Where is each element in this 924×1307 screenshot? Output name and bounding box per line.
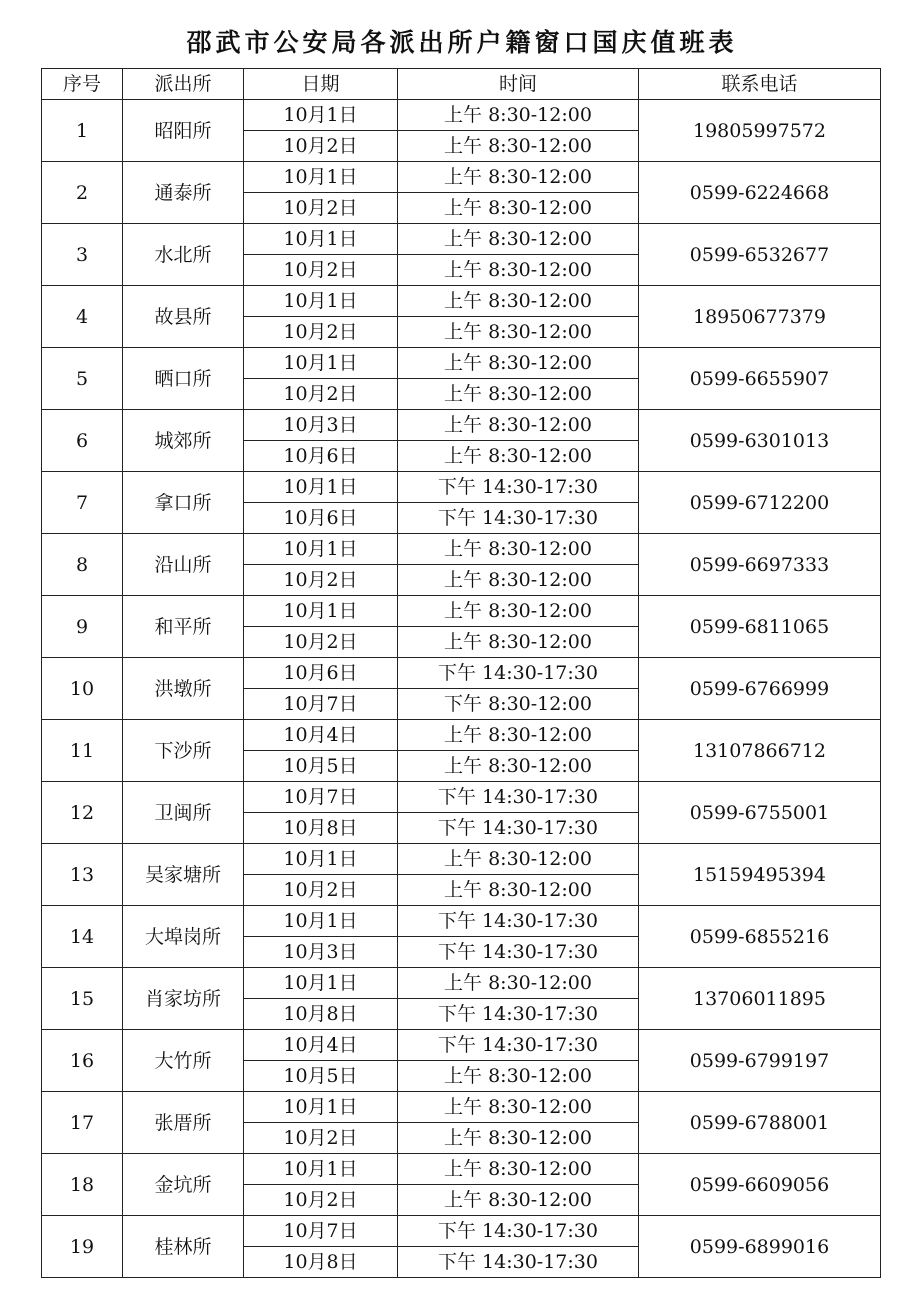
contact-phone: 15159495394 [639,844,881,906]
station-name: 通泰所 [123,162,244,224]
table-row [42,472,881,503]
contact-phone: 0599-6766999 [639,658,881,720]
station-name: 水北所 [123,224,244,286]
shift-date: 10月8日 [244,813,398,844]
shift-date: 10月2日 [244,875,398,906]
header-row [42,69,881,100]
station-name: 下沙所 [123,720,244,782]
row-number: 6 [42,410,123,472]
duty-schedule-table [41,68,881,1278]
shift-date: 10月2日 [244,131,398,162]
station-name: 大竹所 [123,1030,244,1092]
shift-time: 上午 8:30-12:00 [398,410,639,441]
table-row [42,906,881,937]
shift-date: 10月2日 [244,255,398,286]
shift-time: 上午 8:30-12:00 [398,441,639,472]
row-number: 7 [42,472,123,534]
station-name: 城郊所 [123,410,244,472]
shift-date: 10月1日 [244,224,398,255]
table-row [42,162,881,193]
station-name: 吴家塘所 [123,844,244,906]
table-row [42,1154,881,1185]
contact-phone: 0599-6899016 [639,1216,881,1278]
station-name: 晒口所 [123,348,244,410]
table-row [42,658,881,689]
shift-time: 上午 8:30-12:00 [398,596,639,627]
table-row [42,224,881,255]
row-number: 13 [42,844,123,906]
shift-time: 下午 14:30-17:30 [398,658,639,689]
shift-date: 10月3日 [244,937,398,968]
shift-time: 下午 14:30-17:30 [398,1247,639,1278]
shift-time: 上午 8:30-12:00 [398,751,639,782]
shift-time: 上午 8:30-12:00 [398,286,639,317]
shift-date: 10月2日 [244,1123,398,1154]
table-row [42,286,881,317]
shift-time: 上午 8:30-12:00 [398,534,639,565]
shift-time: 下午 8:30-12:00 [398,689,639,720]
shift-time: 上午 8:30-12:00 [398,1154,639,1185]
station-name: 和平所 [123,596,244,658]
shift-time: 上午 8:30-12:00 [398,317,639,348]
shift-date: 10月1日 [244,906,398,937]
row-number: 17 [42,1092,123,1154]
contact-phone: 0599-6755001 [639,782,881,844]
row-number: 4 [42,286,123,348]
header-time: 时间 [398,69,639,100]
shift-time: 下午 14:30-17:30 [398,1216,639,1247]
station-name: 卫闽所 [123,782,244,844]
table-row [42,1216,881,1247]
station-name: 金坑所 [123,1154,244,1216]
row-number: 2 [42,162,123,224]
table-row [42,100,881,131]
shift-time: 下午 14:30-17:30 [398,813,639,844]
header-phone: 联系电话 [639,69,881,100]
shift-time: 下午 14:30-17:30 [398,1030,639,1061]
shift-date: 10月1日 [244,472,398,503]
station-name: 故县所 [123,286,244,348]
shift-date: 10月3日 [244,410,398,441]
shift-time: 上午 8:30-12:00 [398,379,639,410]
shift-time: 上午 8:30-12:00 [398,1185,639,1216]
row-number: 3 [42,224,123,286]
row-number: 11 [42,720,123,782]
shift-time: 上午 8:30-12:00 [398,162,639,193]
row-number: 18 [42,1154,123,1216]
table-row [42,348,881,379]
row-number: 5 [42,348,123,410]
station-name: 肖家坊所 [123,968,244,1030]
shift-date: 10月2日 [244,317,398,348]
contact-phone: 0599-6799197 [639,1030,881,1092]
row-number: 10 [42,658,123,720]
shift-date: 10月1日 [244,1154,398,1185]
shift-time: 下午 14:30-17:30 [398,906,639,937]
shift-date: 10月6日 [244,503,398,534]
shift-time: 上午 8:30-12:00 [398,875,639,906]
shift-date: 10月4日 [244,1030,398,1061]
row-number: 1 [42,100,123,162]
station-name: 拿口所 [123,472,244,534]
row-number: 9 [42,596,123,658]
shift-date: 10月5日 [244,1061,398,1092]
shift-date: 10月2日 [244,379,398,410]
station-name: 沿山所 [123,534,244,596]
shift-date: 10月2日 [244,565,398,596]
shift-time: 上午 8:30-12:00 [398,255,639,286]
shift-date: 10月7日 [244,1216,398,1247]
table-row [42,1030,881,1061]
shift-date: 10月1日 [244,1092,398,1123]
shift-time: 上午 8:30-12:00 [398,1092,639,1123]
contact-phone: 13107866712 [639,720,881,782]
shift-date: 10月1日 [244,348,398,379]
contact-phone: 0599-6655907 [639,348,881,410]
shift-time: 下午 14:30-17:30 [398,472,639,503]
contact-phone: 0599-6301013 [639,410,881,472]
shift-date: 10月1日 [244,100,398,131]
shift-date: 10月1日 [244,844,398,875]
table-row [42,410,881,441]
shift-date: 10月5日 [244,751,398,782]
contact-phone: 18950677379 [639,286,881,348]
shift-date: 10月2日 [244,193,398,224]
shift-date: 10月1日 [244,596,398,627]
shift-time: 下午 14:30-17:30 [398,782,639,813]
contact-phone: 13706011895 [639,968,881,1030]
shift-time: 上午 8:30-12:00 [398,565,639,596]
contact-phone: 0599-6224668 [639,162,881,224]
shift-date: 10月2日 [244,1185,398,1216]
shift-time: 上午 8:30-12:00 [398,1123,639,1154]
shift-time: 上午 8:30-12:00 [398,193,639,224]
shift-time: 上午 8:30-12:00 [398,720,639,751]
shift-time: 下午 14:30-17:30 [398,503,639,534]
header-station: 派出所 [123,69,244,100]
shift-date: 10月2日 [244,627,398,658]
shift-date: 10月8日 [244,999,398,1030]
shift-time: 上午 8:30-12:00 [398,224,639,255]
row-number: 16 [42,1030,123,1092]
shift-date: 10月1日 [244,286,398,317]
table-row [42,844,881,875]
station-name: 昭阳所 [123,100,244,162]
contact-phone: 0599-6855216 [639,906,881,968]
shift-date: 10月7日 [244,689,398,720]
shift-time: 下午 14:30-17:30 [398,937,639,968]
table-row [42,534,881,565]
table-row [42,782,881,813]
shift-time: 上午 8:30-12:00 [398,627,639,658]
shift-date: 10月6日 [244,658,398,689]
header-date: 日期 [244,69,398,100]
shift-time: 上午 8:30-12:00 [398,348,639,379]
shift-time: 上午 8:30-12:00 [398,100,639,131]
contact-phone: 19805997572 [639,100,881,162]
contact-phone: 0599-6532677 [639,224,881,286]
shift-time: 上午 8:30-12:00 [398,131,639,162]
contact-phone: 0599-6697333 [639,534,881,596]
shift-time: 上午 8:30-12:00 [398,1061,639,1092]
station-name: 桂林所 [123,1216,244,1278]
station-name: 洪墩所 [123,658,244,720]
contact-phone: 0599-6712200 [639,472,881,534]
header-no: 序号 [42,69,123,100]
shift-time: 上午 8:30-12:00 [398,968,639,999]
contact-phone: 0599-6811065 [639,596,881,658]
station-name: 大埠岗所 [123,906,244,968]
table-row [42,968,881,999]
row-number: 19 [42,1216,123,1278]
shift-date: 10月6日 [244,441,398,472]
row-number: 8 [42,534,123,596]
table-row [42,1092,881,1123]
page-title: 邵武市公安局各派出所户籍窗口国庆值班表 [186,28,738,57]
contact-phone: 0599-6609056 [639,1154,881,1216]
row-number: 12 [42,782,123,844]
row-number: 15 [42,968,123,1030]
table-row [42,720,881,751]
table-row [42,596,881,627]
shift-date: 10月7日 [244,782,398,813]
shift-date: 10月1日 [244,534,398,565]
shift-time: 上午 8:30-12:00 [398,844,639,875]
shift-time: 下午 14:30-17:30 [398,999,639,1030]
row-number: 14 [42,906,123,968]
shift-date: 10月1日 [244,968,398,999]
contact-phone: 0599-6788001 [639,1092,881,1154]
shift-date: 10月8日 [244,1247,398,1278]
station-name: 张厝所 [123,1092,244,1154]
shift-date: 10月1日 [244,162,398,193]
shift-date: 10月4日 [244,720,398,751]
